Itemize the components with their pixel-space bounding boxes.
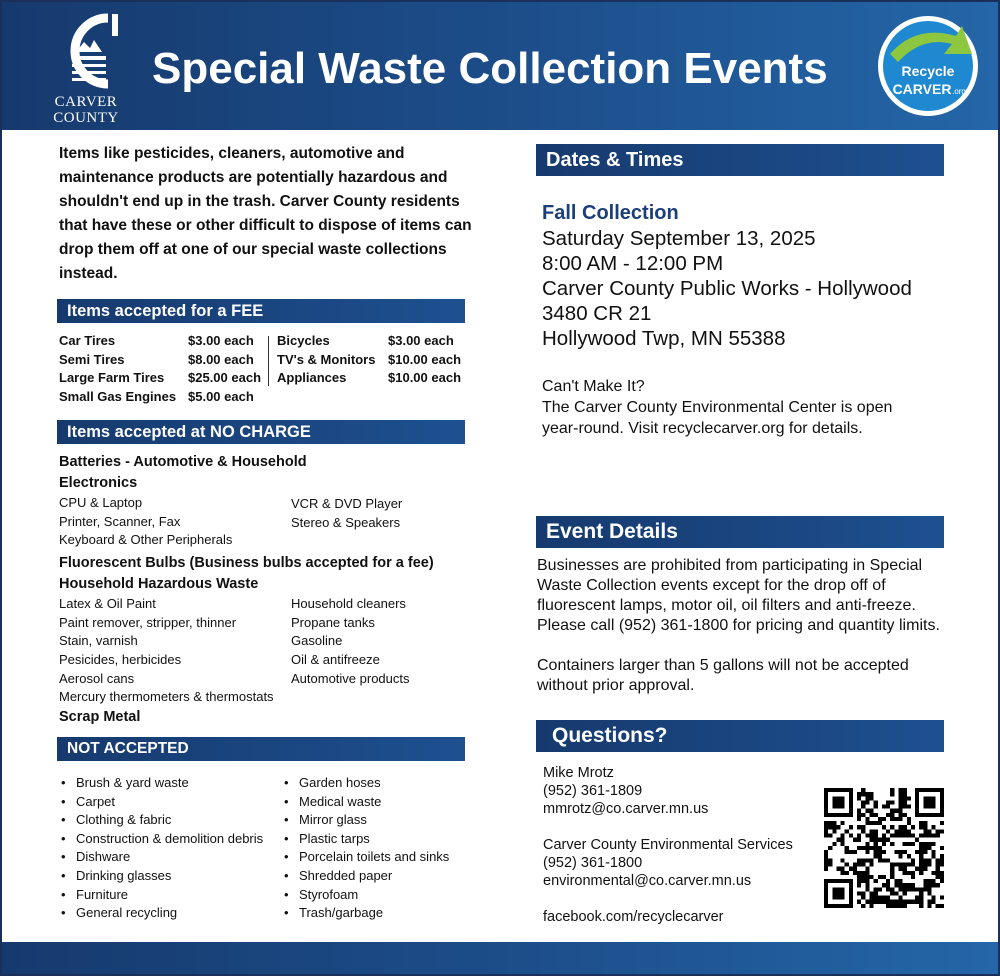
fee-item-name: Bicycles (277, 333, 330, 348)
fee-row (59, 351, 268, 370)
list-item: Stain, varnish (59, 633, 138, 648)
list-item: Household cleaners (291, 596, 406, 611)
list-item: VCR & DVD Player (291, 496, 403, 511)
logo-line-1: CARVER (54, 94, 118, 110)
fee-item-name: TV's & Monitors (277, 351, 376, 367)
dates-heading: Dates & Times (536, 144, 944, 176)
hhw-heading: Household Hazardous Waste (59, 576, 259, 592)
list-item: Aerosol cans (59, 671, 135, 686)
fee-item-price: $8.00 each (188, 351, 254, 367)
contact-email: mmrotz@co.carver.mn.us (543, 801, 709, 817)
questions-heading: Questions? (536, 720, 944, 752)
badge-line-1: Recycle (901, 63, 955, 79)
contact-name: Mike Mrotz (543, 765, 614, 781)
event-city: Hollywood Twp, MN 55388 (542, 327, 786, 350)
event-details-para-1: Businesses are prohibited from participating in Special Waste Collection events except for the drop off of fluorescent lamps, motor oil, oil filters and anti-freeze. Please call (952) 361-1800 for pricing and quantity limits. (537, 557, 940, 634)
electronics-heading: Electronics (59, 475, 138, 491)
fee-item-price: $3.00 each (388, 333, 454, 348)
fee-item-price: $10.00 each (388, 351, 462, 367)
contact-phone: (952) 361-1809 (543, 783, 643, 799)
list-item: Latex & Oil Paint (59, 596, 156, 611)
county-seal-icon (62, 12, 120, 90)
event-date: Saturday September 13, 2025 (542, 227, 816, 250)
intro-paragraph: Items like pesticides, cleaners, automotive and maintenance products are potentially hazardous and shouldn't end up in the trash. Carver County residents that have these or other difficult to dispose of items can drop them off at one of our special waste collections instead. (59, 145, 472, 282)
list-item: • Trash/garbage (282, 904, 449, 923)
fee-item-price: $3.00 each (188, 333, 254, 348)
not-accepted-list-right (282, 774, 449, 923)
contact-phone: (952) 361-1800 (543, 855, 643, 871)
event-time: 8:00 AM - 12:00 PM (542, 252, 724, 275)
not-accepted-heading: NOT ACCEPTED (57, 737, 465, 761)
cant-make-it-line: The Carver County Environmental Center is open (542, 399, 893, 416)
list-item: Automotive products (291, 671, 410, 686)
header-banner (2, 2, 998, 130)
batteries-heading: Batteries - Automotive & Household (59, 454, 307, 470)
fee-item-name: Semi Tires (59, 351, 125, 367)
contacts (543, 764, 793, 926)
list-item: Propane tanks (291, 615, 375, 630)
list-item: • Porcelain toilets and sinks (282, 848, 449, 867)
list-item: • Shredded paper (282, 867, 449, 886)
list-item: • Garden hoses (282, 774, 449, 793)
list-item: CPU & Laptop (59, 495, 143, 510)
cant-make-it (542, 376, 892, 439)
cant-make-it-title: Can't Make It? (542, 378, 645, 395)
list-item: • Mirror glass (282, 811, 449, 830)
fee-divider (268, 336, 269, 386)
list-item: • Construction & demolition debris (59, 830, 263, 849)
fee-row (59, 369, 268, 388)
list-item: • Styrofoam (282, 886, 449, 905)
fee-table-left (59, 332, 268, 406)
event-title: Fall Collection (542, 202, 679, 224)
badge-line-2: CARVER (892, 81, 952, 97)
list-item: • Medical waste (282, 793, 449, 812)
list-item: Stereo & Speakers (291, 515, 401, 530)
list-item: • Dishware (59, 848, 263, 867)
fee-row (59, 388, 268, 407)
fee-row (277, 369, 468, 388)
fee-row (277, 332, 468, 351)
list-item: Printer, Scanner, Fax (59, 514, 181, 529)
scrap-metal-heading: Scrap Metal (59, 709, 141, 725)
footer-bar (2, 942, 998, 976)
fee-heading: Items accepted for a FEE (57, 299, 465, 323)
fluorescent-heading: Fluorescent Bulbs (Business bulbs accepted for a fee) (59, 555, 434, 571)
event-address: 3480 CR 21 (542, 302, 652, 325)
fee-item-price: $10.00 each (388, 370, 462, 386)
fee-row (59, 332, 268, 351)
list-item: • Brush & yard waste (59, 774, 263, 793)
list-item: Pesicides, herbicides (59, 652, 182, 667)
fee-item-price: $5.00 each (188, 388, 254, 404)
page-title: Special Waste Collection Events (152, 44, 828, 93)
fee-item-name: Car Tires (59, 333, 116, 348)
not-accepted-list-left (59, 774, 263, 923)
contact-name: Carver County Environmental Services (543, 837, 793, 853)
fee-item-name: Small Gas Engines (59, 388, 177, 404)
list-item: Gasoline (291, 633, 343, 648)
fee-item-name: Large Farm Tires (59, 370, 165, 386)
no-charge-heading: Items accepted at NO CHARGE (57, 420, 465, 444)
carver-county-logo (42, 10, 130, 124)
fee-item-name: Appliances (277, 370, 347, 386)
list-item: Mercury thermometers & thermostats (59, 689, 274, 704)
recycle-carver-logo (876, 14, 980, 118)
badge-line-3: .org (952, 87, 966, 96)
list-item: Oil & antifreeze (291, 652, 380, 667)
event-details-heading: Event Details (536, 516, 944, 548)
list-item: Keyboard & Other Peripherals (59, 532, 233, 547)
list-item: • Carpet (59, 793, 263, 812)
facebook-link: facebook.com/recyclecarver (543, 909, 724, 925)
list-item: • Clothing & fabric (59, 811, 263, 830)
fee-table-right (277, 332, 468, 388)
event-details-body (537, 556, 947, 696)
event-details-para-2: Containers larger than 5 gallons will not be accepted without prior approval. (537, 657, 909, 694)
list-item: • Plastic tarps (282, 830, 449, 849)
list-item: • Drinking glasses (59, 867, 263, 886)
fee-row (277, 351, 468, 370)
list-item: Paint remover, stripper, thinner (59, 615, 237, 630)
cant-make-it-line: year-round. Visit recyclecarver.org for details. (542, 420, 863, 437)
qr-code-icon (824, 788, 944, 908)
contact-email: environmental@co.carver.mn.us (543, 873, 752, 889)
logo-line-2: COUNTY (53, 110, 119, 126)
event-location: Carver County Public Works - Hollywood (542, 277, 912, 300)
logo-text (42, 94, 130, 126)
list-item: • General recycling (59, 904, 263, 923)
list-item: • Furniture (59, 886, 263, 905)
event-info (542, 226, 912, 351)
fee-item-price: $25.00 each (188, 370, 262, 386)
